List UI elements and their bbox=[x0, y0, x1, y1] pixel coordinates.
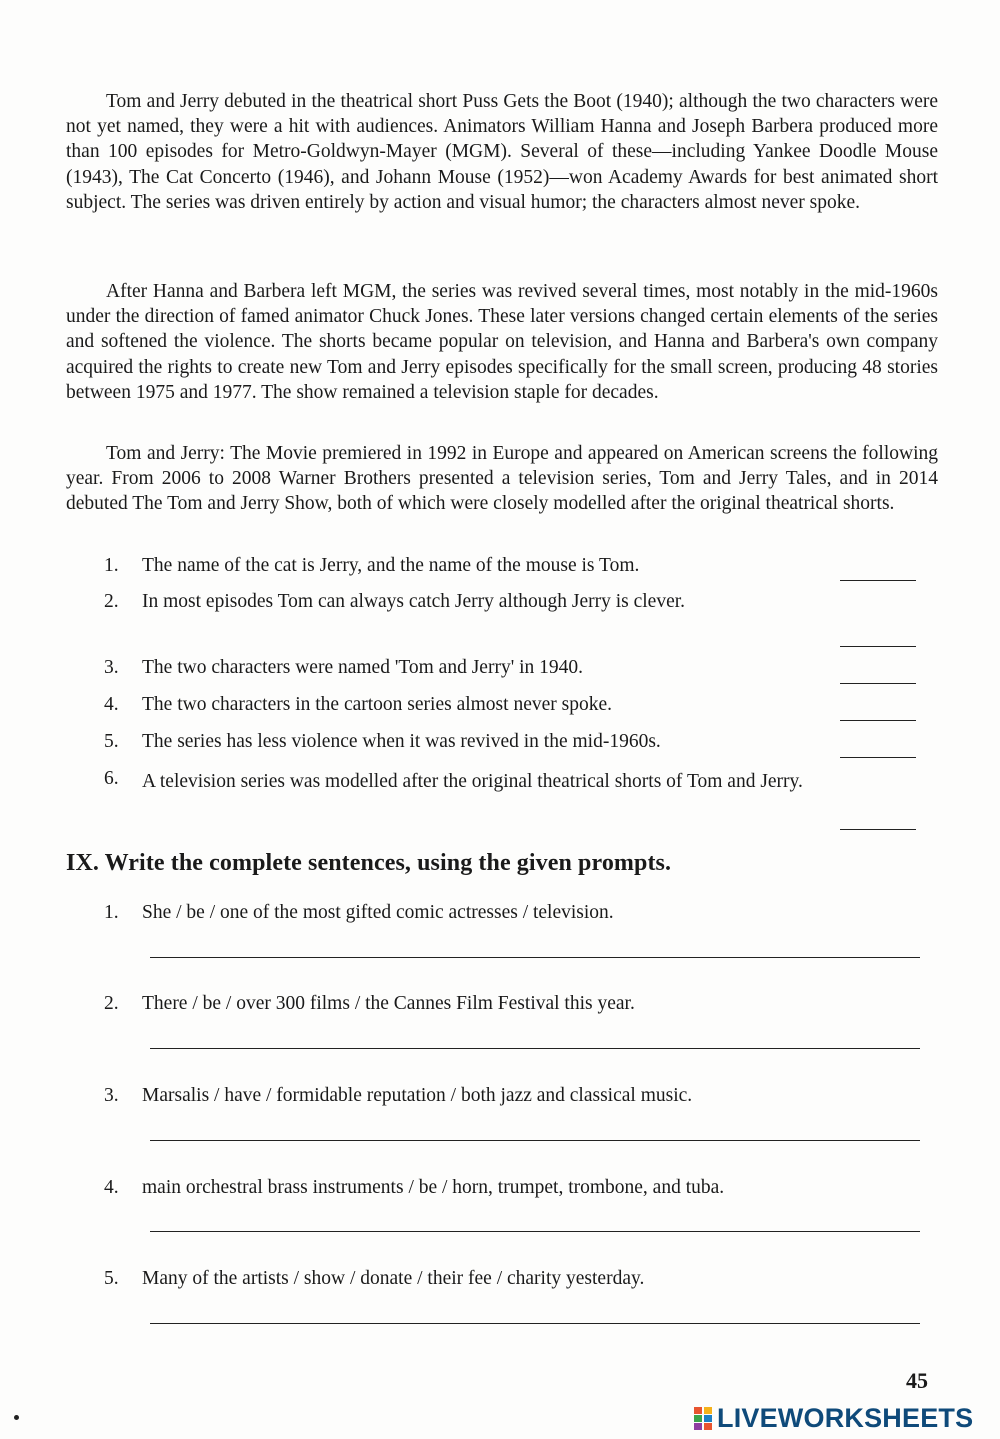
true-false-item bbox=[66, 587, 926, 653]
true-false-item bbox=[66, 690, 926, 727]
answer-line[interactable] bbox=[150, 1140, 920, 1141]
reading-paragraph-2: After Hanna and Barbera left MGM, the series was revived several times, most notably in the mid-1960s under the direction of famed animator Chuck Jones. These later versions changed certain elements of the series and softened the violence. The shorts became popular on television, and Hanna and Barbera's own company acquired the rights to create new Tom and Jerry episodes specifically for the small screen, producing 48 stories between 1975 and 1977. The show remained a television staple for decades. bbox=[66, 281, 938, 403]
item-statement: In most episodes Tom can always catch Jerry although Jerry is clever. bbox=[142, 591, 686, 612]
liveworksheets-brand[interactable] bbox=[694, 1403, 973, 1433]
answer-line[interactable] bbox=[150, 957, 920, 958]
prompt-text: She / be / one of the most gifted comic actresses / television. bbox=[142, 902, 614, 923]
answer-blank[interactable] bbox=[840, 644, 916, 647]
prompt-text: There / be / over 300 films / the Cannes Film Festival this year. bbox=[142, 993, 635, 1014]
liveworksheets-logo-icon bbox=[694, 1406, 714, 1430]
answer-blank[interactable] bbox=[840, 755, 916, 758]
prompt-text: Many of the artists / show / donate / their fee / charity yesterday. bbox=[142, 1268, 645, 1289]
page-number: 45 bbox=[906, 1368, 928, 1393]
item-number: 1. bbox=[104, 555, 119, 576]
answer-line[interactable] bbox=[150, 1231, 920, 1232]
item-statement: The two characters in the cartoon series almost never spoke. bbox=[142, 694, 612, 715]
answer-blank[interactable] bbox=[840, 681, 916, 684]
prompt-number: 3. bbox=[104, 1085, 119, 1106]
item-statement: The series has less violence when it was revived in the mid-1960s. bbox=[142, 731, 661, 752]
sentence-prompt bbox=[66, 900, 926, 926]
reading-paragraph-1: Tom and Jerry debuted in the theatrical short Puss Gets the Boot (1940); although the two characters were not yet named, they were a hit with audiences. Animators William Hanna and Joseph Barbera produced more than 100 episodes for Metro-Goldwyn-Mayer (MGM). Several of these—including Yankee Doodle Mouse (1943), The Cat Concerto (1946), and Johann Mouse (1952)—won Academy Awards for best animated short subject. The series was driven entirely by action and visual humor; the characters almost never spoke. bbox=[66, 91, 938, 213]
item-number: 6. bbox=[104, 768, 119, 789]
prompt-number: 5. bbox=[104, 1268, 119, 1289]
true-false-item bbox=[66, 653, 926, 690]
true-false-list bbox=[66, 551, 926, 836]
scan-speck bbox=[14, 1415, 19, 1420]
sentence-prompt bbox=[66, 991, 926, 1017]
sentence-prompt bbox=[66, 1175, 926, 1201]
item-statement: The name of the cat is Jerry, and the name of the mouse is Tom. bbox=[142, 555, 640, 576]
item-number: 5. bbox=[104, 731, 119, 752]
answer-blank[interactable] bbox=[840, 578, 916, 581]
item-number: 4. bbox=[104, 694, 119, 715]
section-ix-heading: IX. Write the complete sentences, using the given prompts. bbox=[66, 850, 672, 876]
prompt-text: Marsalis / have / formidable reputation / both jazz and classical music. bbox=[142, 1085, 693, 1106]
true-false-item bbox=[66, 727, 926, 764]
prompt-number: 1. bbox=[104, 902, 119, 923]
prompt-number: 2. bbox=[104, 993, 119, 1014]
item-statement: A television series was modelled after the original theatrical shorts of Tom and Jerry. bbox=[142, 771, 803, 792]
true-false-item bbox=[66, 551, 926, 587]
true-false-item bbox=[66, 764, 926, 836]
item-number: 3. bbox=[104, 657, 119, 678]
prompt-number: 4. bbox=[104, 1177, 119, 1198]
sentence-prompt bbox=[66, 1266, 926, 1292]
answer-line[interactable] bbox=[150, 1323, 920, 1324]
item-number: 2. bbox=[104, 591, 119, 612]
reading-paragraph-3: Tom and Jerry: The Movie premiered in 1992 in Europe and appeared on American screens the following year. From 2006 to 2008 Warner Brothers presented a television series, Tom and Jerry Tales, and in 2014 debuted The Tom and Jerry Show, both of which were closely modelled after the original theatrical shorts. bbox=[66, 443, 938, 515]
answer-blank[interactable] bbox=[840, 718, 916, 721]
sentence-prompt bbox=[66, 1083, 926, 1109]
prompt-text: main orchestral brass instruments / be / horn, trumpet, trombone, and tuba. bbox=[142, 1177, 725, 1198]
answer-line[interactable] bbox=[150, 1048, 920, 1049]
brand-name: LIVEWORKSHEETS bbox=[717, 1402, 974, 1433]
item-statement: The two characters were named 'Tom and Jerry' in 1940. bbox=[142, 657, 583, 678]
answer-blank[interactable] bbox=[840, 827, 916, 830]
